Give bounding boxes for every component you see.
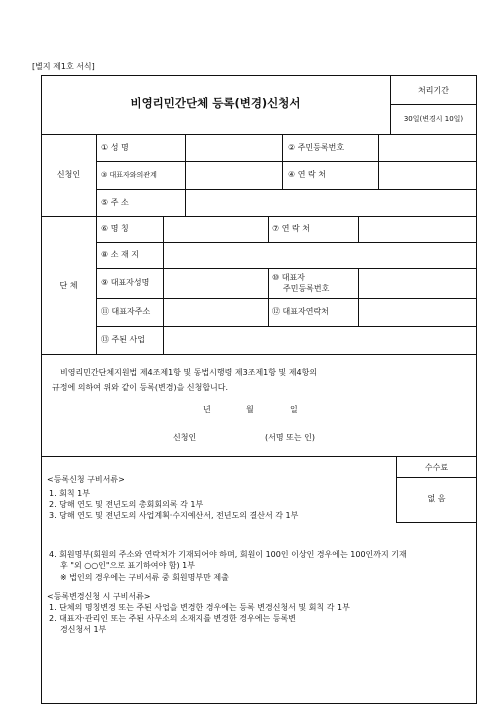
declaration-applicant-label: 신청인 [173, 433, 197, 442]
signature-label: (서명 또는 인) [265, 433, 315, 442]
applicant-section-label: 신청인 [56, 170, 81, 179]
org-rep-address-label: ⑪ 대표자주소 [101, 307, 151, 316]
org-location-field[interactable] [164, 243, 476, 268]
org-main-business-field[interactable] [164, 327, 476, 354]
org-section-label: 단 체 [59, 281, 78, 290]
fee-label: 수수료 [424, 463, 449, 472]
form-title: 비영리민간단체 등록(변경)신청서 [130, 96, 301, 110]
declaration-line-2: 규정에 의하여 위와 같이 등록(변경)을 신청합니다. [52, 383, 229, 392]
org-main-business-label: ⑬ 주된 사업 [101, 335, 145, 344]
change-docs-title: <등록변경신청 시 구비서류> [47, 592, 151, 601]
org-rep-address-field[interactable] [164, 299, 268, 326]
org-name-field[interactable] [164, 217, 268, 242]
date-day-label: 일 [290, 405, 298, 414]
applicant-rrn-field[interactable] [379, 135, 476, 161]
fee-value: 없 음 [427, 494, 446, 503]
applicant-name-field[interactable] [186, 135, 282, 161]
reg-doc-item-4-line-1: 4. 회원명부(회원의 주소와 연락처가 기재되어야 하며, 회원이 100인 이상인 경우에는 100인까지 기재 [49, 550, 407, 559]
reg-doc-item-1: 1. 회칙 1부 [49, 489, 90, 498]
applicant-contact-field[interactable] [379, 162, 476, 189]
org-location-label: ⑧ 소 재 지 [101, 250, 139, 259]
date-month-label: 월 [246, 405, 254, 414]
org-contact-field[interactable] [359, 217, 476, 242]
org-rep-rrn-label-2: 주민등록번호 [283, 284, 330, 293]
org-rep-rrn-field[interactable] [359, 269, 476, 298]
reg-doc-note: ※ 법인의 경우에는 구비서류 중 회원명부만 제출 [60, 573, 229, 582]
org-rep-contact-label: ⑫ 대표자연락처 [272, 307, 329, 316]
reg-doc-item-3: 3. 당해 연도 및 전년도의 사업계획·수지예산서, 전년도의 결산서 각 1부 [49, 511, 299, 520]
reg-doc-item-2: 2. 당해 연도 및 전년도의 총회회의록 각 1부 [49, 500, 204, 509]
date-year-label: 년 [203, 405, 211, 414]
applicant-name-label: ① 성 명 [101, 143, 129, 152]
org-rep-name-field[interactable] [164, 269, 268, 298]
processing-period-value: 30일(변경시 10일) [403, 115, 464, 123]
applicant-relation-label: ③ 대표자와의관계 [101, 171, 157, 179]
change-doc-item-2-line-1: 2. 대표자·관리인 또는 주된 사무소의 소재지를 변경한 경우에는 등록변 [49, 614, 296, 623]
change-doc-item-2-line-2: 경신청서 1부 [60, 625, 107, 634]
form-number-label: [별지 제1호 서식] [32, 62, 95, 71]
applicant-address-label: ⑤ 주 소 [101, 198, 129, 207]
org-rep-contact-field[interactable] [359, 299, 476, 326]
applicant-contact-label: ④ 연 락 처 [288, 170, 326, 179]
applicant-rrn-label: ② 주민등록번호 [288, 143, 345, 152]
applicant-relation-field[interactable] [186, 162, 282, 189]
org-name-label: ⑥ 명 칭 [101, 224, 129, 233]
reg-doc-item-4-line-2: 후 "외 ○○인"으로 표기하여야 함) 1부 [60, 561, 195, 570]
applicant-address-field[interactable] [186, 190, 476, 216]
org-contact-label: ⑦ 연 락 처 [272, 224, 310, 233]
org-rep-rrn-label: ⑩ 대표자 [272, 273, 305, 282]
org-rep-name-label: ⑨ 대표자성명 [101, 278, 150, 287]
processing-period-label: 처리기간 [418, 86, 449, 95]
change-doc-item-1: 1. 단체의 명칭변경 또는 주된 사업을 변경한 경우에는 등록 변경신청서 및 회칙 각 1부 [49, 603, 350, 612]
reg-docs-title: <등록신청 구비서류> [47, 475, 125, 484]
declaration-line-1: 비영리민간단체지원법 제4조제1항 및 동법시행령 제3조제1항 및 제4항의 [60, 368, 318, 377]
